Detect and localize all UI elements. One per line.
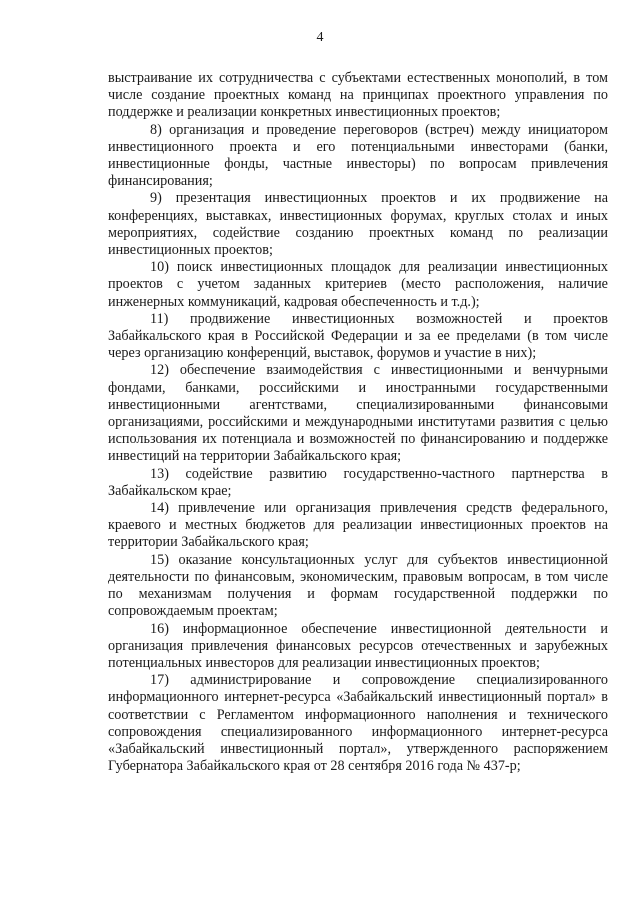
paragraph-continuation: выстраивание их сотрудничества с субъектами естественных монополий, в том числе создание проектных команд на принципах проектного управления по поддержке и реализации конкретных инвестиционных проектов; bbox=[108, 70, 608, 121]
list-item-12: 12) обеспечение взаимодействия с инвестиционными и венчурными фондами, банками, российскими и иностранными государственными инвестиционными агентствами, специализированными финансовыми организациями, российскими и международными институтами развития с целью использования их потенциала и возможностей по финансированию и поддержке инвестиций на территории Забайкальского края; bbox=[108, 362, 608, 465]
list-item-15: 15) оказание консультационных услуг для субъектов инвестиционной деятельности по финансовым, экономическим, правовым вопросам, в том числе по механизмам получения и формам государственной поддержки по сопровождаемым проектам; bbox=[108, 551, 608, 620]
list-item-10: 10) поиск инвестиционных площадок для реализации инвестиционных проектов с учетом заданных критериев (место расположения, наличие инженерных коммуникаций, кадровая обеспеченность и т.д.); bbox=[108, 259, 608, 310]
document-body bbox=[108, 70, 608, 775]
list-item-8: 8) организация и проведение переговоров (встреч) между инициатором инвестиционного проекта и его потенциальными инвесторами (банки, инвестиционные фонды, частные инвесторы) по вопросам привлечения финансирования; bbox=[108, 121, 608, 190]
list-item-17: 17) администрирование и сопровождение специализированного информационного интернет-ресурса «Забайкальский инвестиционный портал» в соответствии с Регламентом информационного наполнения и технического сопровождения специализированного информационного интернет-ресурса «Забайкальский инвестиционный портал», утвержденного распоряжением Губернатора Забайкальского края от 28 сентября 2016 года № 437-р; bbox=[108, 672, 608, 775]
list-item-16: 16) информационное обеспечение инвестиционной деятельности и организация привлечения финансовых ресурсов отечественных и зарубежных потенциальных инвесторов для реализации инвестиционных проектов; bbox=[108, 620, 608, 671]
list-item-11: 11) продвижение инвестиционных возможностей и проектов Забайкальского края в Российской Федерации и за ее пределами (в том числе через организацию конференций, выставок, форумов и участие в них); bbox=[108, 310, 608, 362]
page-number: 4 bbox=[316, 30, 324, 45]
list-item-13: 13) содействие развитию государственно-частного партнерства в Забайкальском крае; bbox=[108, 465, 608, 499]
list-item-9: 9) презентация инвестиционных проектов и их продвижение на конференциях, выставках, инвестиционных форумах, круглых столах и иных мероприятиях, содействие созданию проектных команд по реализации инвестиционных проектов; bbox=[108, 190, 608, 259]
list-item-14: 14) привлечение или организация привлечения средств федерального, краевого и местных бюджетов для реализации инвестиционных проектов на территории Забайкальского края; bbox=[108, 500, 608, 551]
